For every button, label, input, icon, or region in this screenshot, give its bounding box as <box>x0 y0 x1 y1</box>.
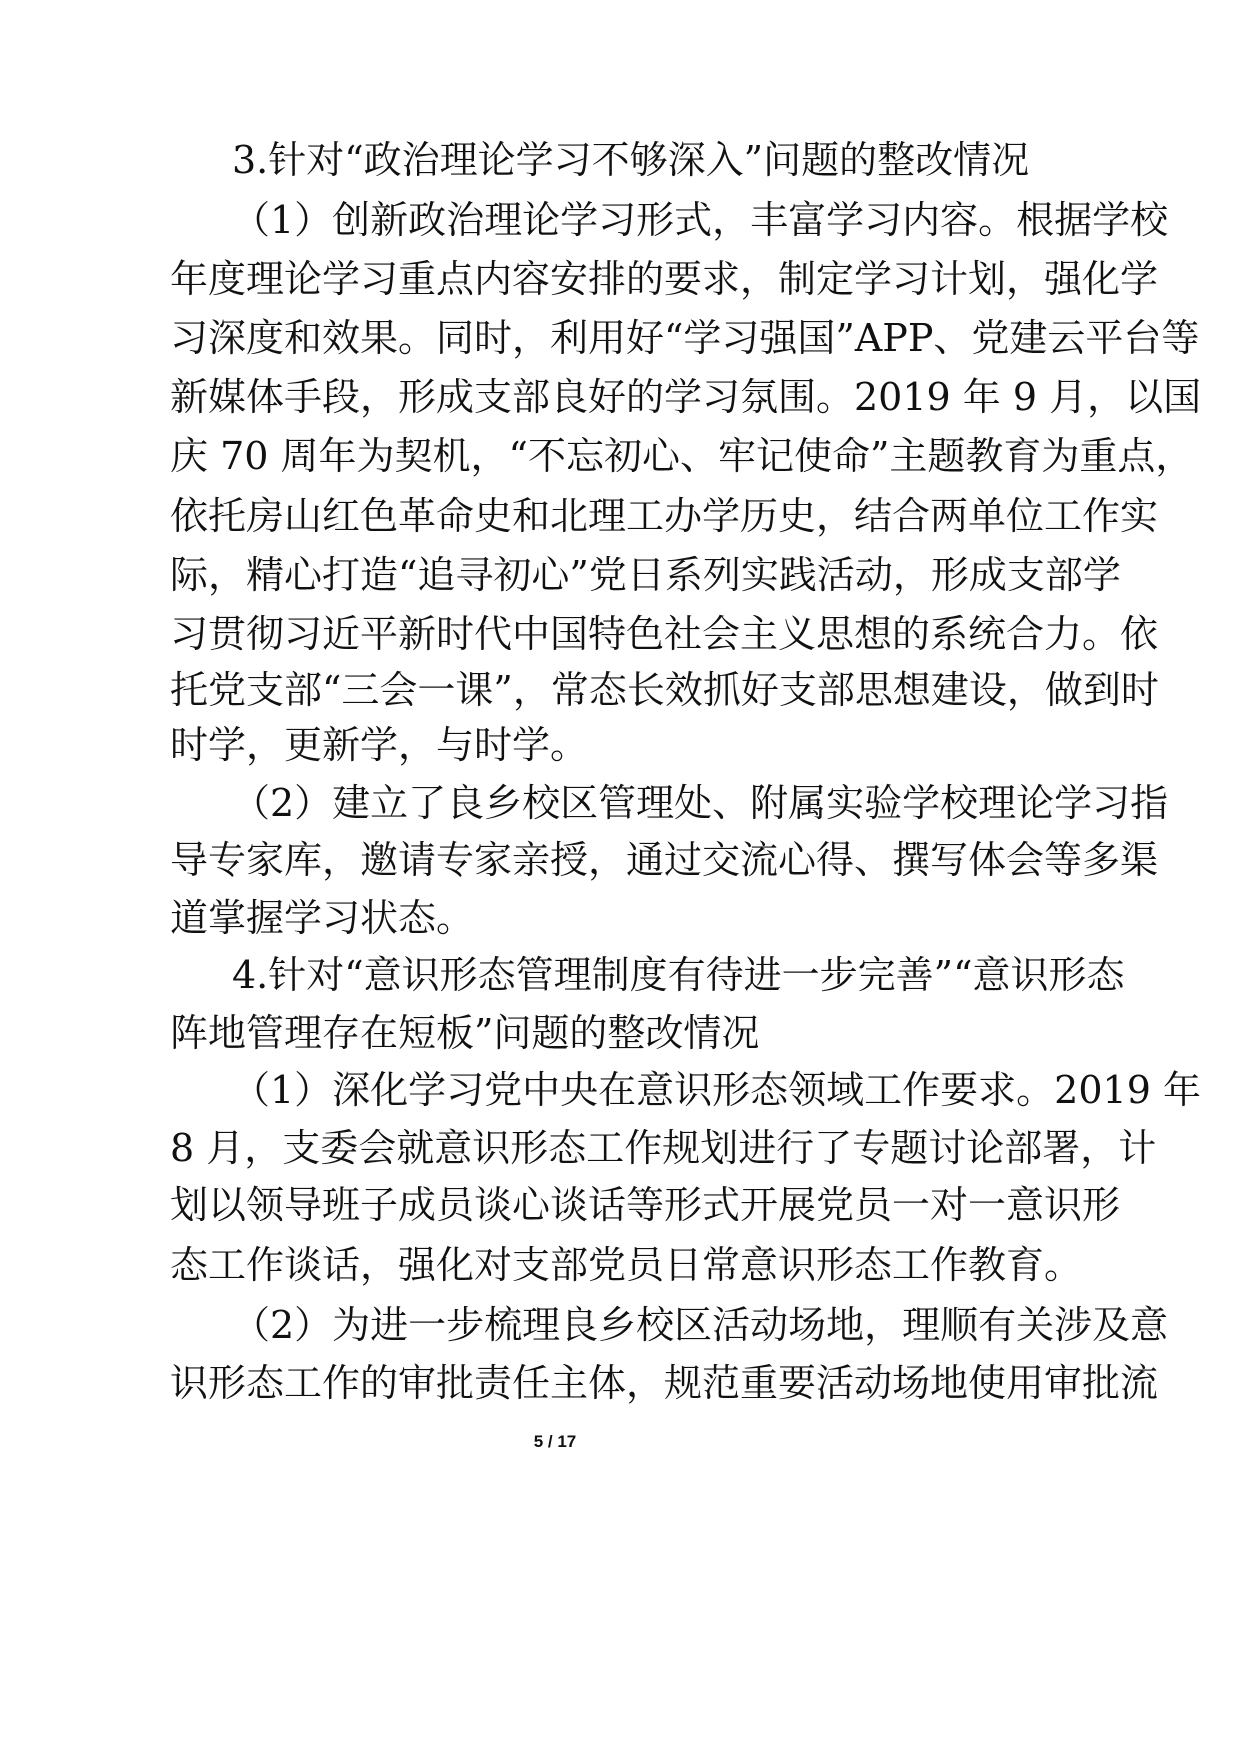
paragraph-line: 划以领导班子成员谈心谈话等形式开展党员一对一意识形 <box>170 1183 1121 1227</box>
paragraph-line: 导专家库，邀请专家亲授，通过交流心得、撰写体会等多渠 <box>170 838 1159 882</box>
paragraph-line: 庆 70 周年为契机，“不忘初心、牢记使命”主题教育为重点， <box>170 434 1194 478</box>
heading-section-4: 4.针对“意识形态管理制度有待进一步完善”“意识形态 <box>232 953 1125 997</box>
paragraph-line: （2）建立了良乡校区管理处、附属实验学校理论学习指 <box>232 781 1169 825</box>
paragraph-line: 习深度和效果。同时，利用好“学习强国”APP、党建云平台等 <box>170 316 1200 360</box>
heading-section-3: 3.针对“政治理论学习不够深入”问题的整改情况 <box>232 138 1030 182</box>
page-number: 5 / 17 <box>533 1432 577 1451</box>
paragraph-line: 识形态工作的审批责任主体，规范重要活动场地使用审批流 <box>170 1361 1159 1405</box>
paragraph-line: 托党支部“三会一课”，常态长效抓好支部思想建设，做到时 <box>170 668 1159 712</box>
paragraph-line: 8 月，支委会就意识形态工作规划进行了专题讨论部署，计 <box>170 1126 1157 1170</box>
paragraph-line: 道掌握学习状态。 <box>170 896 475 940</box>
paragraph-line: 时学，更新学，与时学。 <box>170 723 589 767</box>
heading-section-4-cont: 阵地管理存在短板”问题的整改情况 <box>170 1011 760 1055</box>
paragraph-line: （1）创新政治理论学习形式，丰富学习内容。根据学校 <box>232 198 1169 242</box>
paragraph-line: 际，精心打造“追寻初心”党日系列实践活动，形成支部学 <box>170 553 1121 597</box>
paragraph-line: 态工作谈话，强化对支部党员日常意识形态工作教育。 <box>170 1243 1083 1287</box>
paragraph-line: 新媒体手段，形成支部良好的学习氛围。2019 年 9 月，以国 <box>170 375 1202 419</box>
paragraph-line: 依托房山红色革命史和北理工办学历史，结合两单位工作实 <box>170 494 1159 538</box>
paragraph-line: 年度理论学习重点内容安排的要求，制定学习计划，强化学 <box>170 257 1159 301</box>
paragraph-line: 习贯彻习近平新时代中国特色社会主义思想的系统合力。依 <box>170 612 1159 656</box>
paragraph-line: （1）深化学习党中央在意识形态领域工作要求。2019 年 <box>232 1068 1201 1112</box>
paragraph-line: （2）为进一步梳理良乡校区活动场地，理顺有关涉及意 <box>232 1303 1169 1347</box>
